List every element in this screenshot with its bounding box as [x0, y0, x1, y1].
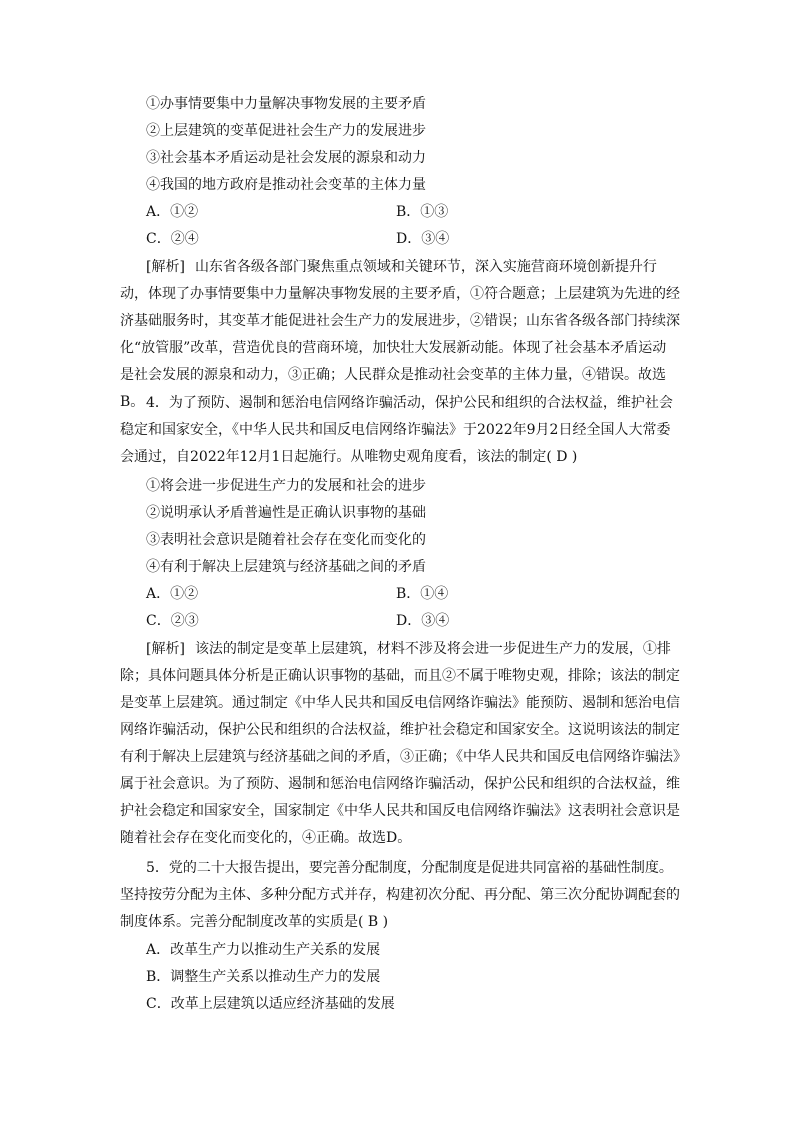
q4-choice-c: C．②③ — [146, 613, 199, 629]
q4-option-2: ②说明承认矛盾普遍性是正确认识事物的基础 — [146, 505, 426, 521]
q4-analysis-text: 该法的制定是变革上层建筑，材料不涉及将会进一步促进生产力的发展，①排除；具体问题具体分析是正确认识事物的基础，而且②不属于唯物史观，排除；该法的制定是变革上层建筑。通过制定《中华人民共和国反电信网络诈骗法》能预防、遏制和惩治电信网络诈骗活动，保护公民和组织的合法权益，维护社会稳定和国家安全。这说明该法的制定有利于解决上层建筑与经济基础之间的矛盾，③正确；《中华人民共和国反电信网络诈骗法》属于社会意识。为了预防、遏制和惩治电信网络诈骗活动，保护公民和组织的合法权益，维护社会稳定和国家安全，国家制定《中华人民共和国反电信网络诈骗法》这表明社会意识是随着社会存在变化而变化的，④正确。故选D。 — [120, 641, 680, 846]
q4-analysis — [120, 636, 680, 852]
q5-choice-b: B．调整生产关系以推动生产力的发展 — [146, 969, 381, 985]
q4-option-4: ④有利于解决上层建筑与经济基础之间的矛盾 — [146, 559, 426, 575]
q3-option-1: ①办事情要集中力量解决事物发展的主要矛盾 — [146, 96, 426, 112]
q3-analysis-tag: [解析] — [146, 259, 185, 275]
q3-choice-a: A．①② — [146, 204, 199, 220]
q3-option-3: ③社会基本矛盾运动是社会发展的源泉和动力 — [146, 150, 426, 166]
q4-option-1: ①将会进一步促进生产力的发展和社会的进步 — [146, 478, 426, 494]
q5-choice-c: C．改革上层建筑以适应经济基础的发展 — [146, 996, 395, 1012]
q5-choice-a: A．改革生产力以推动生产关系的发展 — [146, 942, 381, 958]
q3-option-4: ④我国的地方政府是推动社会变革的主体力量 — [146, 177, 426, 193]
q3-choice-d: D．③④ — [396, 231, 450, 247]
q3-option-2: ②上层建筑的变革促进社会生产力的发展进步 — [146, 123, 426, 139]
q5-stem: 5．党的二十大报告提出，要完善分配制度，分配制度是促进共同富裕的基础性制度。坚持按劳分配为主体、多种分配方式并存，构建初次分配、再分配、第三次分配协调配套的制度体系。完善分配制度改革的实质是( B ) — [120, 860, 680, 930]
q4-choice-d: D．③④ — [396, 613, 450, 629]
q3-choice-b: B．①③ — [396, 204, 449, 220]
q4-choice-b: B．①④ — [396, 586, 449, 602]
q4-choice-a: A．①② — [146, 586, 199, 602]
q3-choice-c: C．②④ — [146, 231, 199, 247]
q4-stem: 4．为了预防、遏制和惩治电信网络诈骗活动，保护公民和组织的合法权益，维护社会稳定和国家安全，《中华人民共和国反电信网络诈骗法》于2022年9月2日经全国人大常委会通过，自2022年12月1日起施行。从唯物史观角度看，该法的制定( D ) — [120, 395, 673, 465]
q3-analysis-text: 山东省各级各部门聚焦重点领域和关键环节，深入实施营商环境创新提升行动，体现了办事情要集中力量解决事物发展的主要矛盾，①符合题意；上层建筑为先进的经济基础服务时，其变革才能促进社会生产力的发展进步，②错误；山东省各级各部门持续深化“放管服”改革，营造优良的营商环境，加快壮大发展新动能。体现了社会基本矛盾运动是社会发展的源泉和动力，③正确；人民群众是推动社会变革的主体力量，④错误。故选B。 — [120, 259, 680, 410]
q4-option-3: ③表明社会意识是随着社会存在变化而变化的 — [146, 532, 426, 548]
q4-analysis-tag: [解析] — [146, 641, 185, 657]
